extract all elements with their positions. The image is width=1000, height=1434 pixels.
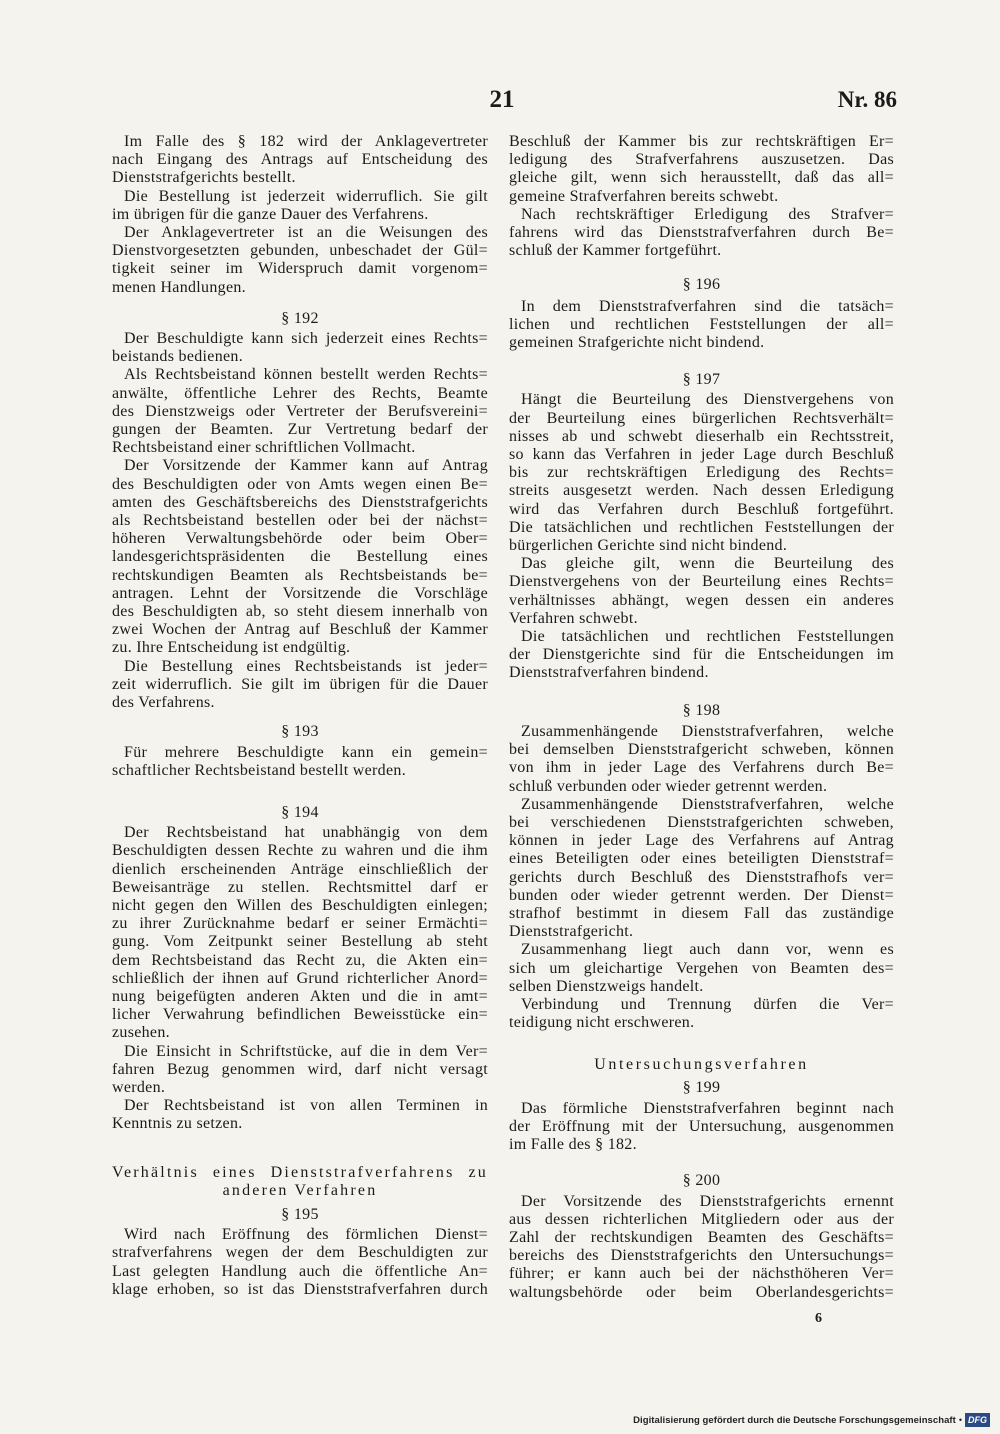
text-line: Die Bestellung ist jederzeit widerruflich. Sie gilt bbox=[124, 187, 488, 205]
footer-separator: • bbox=[958, 1415, 962, 1425]
text-line: bereichs des Dienststrafgerichts den Untersuchungs= bbox=[509, 1247, 894, 1265]
text-line: Als Rechtsbeistand können bestellt werden Rechts= bbox=[124, 366, 488, 384]
text-line: Beschluß der Kammer bis zur rechtskräftigen Er= bbox=[509, 133, 894, 150]
paragraph bbox=[509, 298, 894, 353]
text-line: ledigung des Strafverfahrens auszusetzen. Das bbox=[509, 151, 894, 169]
text-line: verhältnisses abhängt, wegen dessen ein anderes bbox=[509, 591, 894, 609]
paragraph bbox=[509, 555, 894, 628]
text-line: im übrigen für die ganze Dauer des Verfahrens. bbox=[112, 205, 429, 223]
text-line: von ihm in jeder Lage des Verfahrens durch Be= bbox=[509, 759, 894, 777]
section-title bbox=[509, 1056, 894, 1074]
paragraph bbox=[112, 330, 488, 366]
text-line: des Dienstzweigs oder Vertreter der Berufsvereini= bbox=[112, 402, 488, 420]
paragraph bbox=[509, 628, 894, 683]
section-heading: § 197 bbox=[682, 371, 721, 389]
paragraph bbox=[112, 224, 488, 297]
text-line: der Dienstgerichte sind für die Entscheidungen im bbox=[509, 646, 894, 664]
paragraph bbox=[509, 391, 894, 555]
paragraph bbox=[112, 457, 488, 657]
paragraph bbox=[509, 1193, 894, 1302]
text-line: schließlich der ihnen auf Grund richterlicher Anord= bbox=[112, 969, 488, 987]
dfg-logo: DFG bbox=[965, 1413, 990, 1427]
text-line: sich um gleichartige Vergehen von Beamten des= bbox=[509, 959, 894, 977]
text-line: gemeine Strafverfahren bereits schwebt. bbox=[509, 187, 779, 205]
text-line: werden. bbox=[112, 1078, 166, 1096]
footer-credit-text: Digitalisierung gefördert durch die Deutsche Forschungsgemeinschaft bbox=[633, 1414, 956, 1426]
text-line: In dem Dienststrafverfahren sind die tatsäch= bbox=[521, 297, 894, 315]
text-line: Wird nach Eröffnung des förmlichen Dienst= bbox=[124, 1226, 488, 1244]
text-line: Untersuchungsverfahren bbox=[594, 1056, 809, 1074]
text-line: strafverfahrens wegen der dem Beschuldigten zur bbox=[112, 1244, 488, 1262]
text-line: fahren Bezug genommen wird, darf nicht versagt bbox=[112, 1060, 488, 1078]
paragraph bbox=[112, 1043, 488, 1098]
paragraph bbox=[509, 206, 894, 261]
text-line: anwälte, öffentliche Lehrer des Rechts, Beamte bbox=[112, 384, 488, 402]
text-line: Nach rechtskräftiger Erledigung des Strafver= bbox=[521, 205, 894, 223]
text-line: bis zur rechtskräftigen Erledigung des Rechts= bbox=[509, 464, 894, 482]
text-line: Verhältnis eines Dienststrafverfahrens zu bbox=[112, 1163, 488, 1181]
text-line: tigkeit seiner im Widerspruch damit vorgenom= bbox=[112, 260, 488, 278]
text-line: Der Vorsitzende des Dienststrafgerichts ernennt bbox=[521, 1192, 894, 1210]
text-line: Die tatsächlichen und rechtlichen Feststellungen der bbox=[509, 518, 894, 536]
text-line: Dienststrafgerichts bestellt. bbox=[112, 169, 296, 187]
text-line: Der Rechtsbeistand ist von allen Terminen in bbox=[124, 1097, 488, 1115]
text-line: des Beschuldigten ab, so steht diesem innerhalb von bbox=[112, 603, 488, 621]
text-line: Die tatsächlichen und rechtlichen Feststellungen bbox=[521, 628, 894, 646]
text-line: Im Falle des § 182 wird der Anklagevertreter bbox=[124, 133, 488, 150]
left-column bbox=[112, 133, 488, 1299]
section-heading: § 193 bbox=[281, 723, 319, 741]
digitization-credit bbox=[633, 1413, 990, 1427]
text-line: Für mehrere Beschuldigte kann ein gemein= bbox=[124, 743, 488, 761]
text-line: der Beurteilung eines bürgerlichen Rechtsverhält= bbox=[509, 409, 894, 427]
text-line: Dienstvergehens von der Beurteilung eines Rechts= bbox=[509, 573, 894, 591]
text-line: Der Anklagevertreter ist an die Weisungen des bbox=[124, 224, 488, 242]
text-line: licher Verwahrung befindlichen Beweisstücke ein= bbox=[112, 1006, 488, 1024]
paragraph bbox=[509, 1100, 894, 1155]
text-line: Der Vorsitzende der Kammer kann auf Antrag bbox=[124, 457, 488, 475]
text-line: Das gleiche gilt, wenn die Beurteilung des bbox=[521, 555, 894, 573]
text-line: Die Einsicht in Schriftstücke, auf die in dem Ver= bbox=[124, 1042, 488, 1060]
text-line: des Verfahrens. bbox=[112, 694, 215, 712]
text-line: lichen und rechtlichen Feststellungen der all= bbox=[509, 315, 894, 333]
text-line: landesgerichtspräsidenten die Bestellung eines bbox=[112, 548, 488, 566]
section-title bbox=[112, 1164, 488, 1200]
text-line: dienlich erscheinenden Anträge einschließlich der bbox=[112, 860, 488, 878]
text-line: klage erhoben, so ist das Dienststrafverfahren durch bbox=[112, 1280, 488, 1298]
text-line: Zusammenhängende Dienststrafverfahren, welche bbox=[521, 722, 894, 740]
text-line: Kenntnis zu setzen. bbox=[112, 1115, 243, 1133]
text-line: der Eröffnung mit der Untersuchung, ausgenommen bbox=[509, 1117, 894, 1135]
text-line: waltungsbehörde oder beim Oberlandesgerichts= bbox=[509, 1283, 894, 1301]
text-line: rechtskundigen Beamten als Rechtsbeistands be= bbox=[112, 566, 488, 584]
section-heading: § 199 bbox=[682, 1078, 721, 1096]
text-line: zeit widerruflich. Sie gilt im übrigen für die Dauer bbox=[112, 675, 488, 693]
text-line: als Rechtsbeistand bestellen oder bei der nächst= bbox=[112, 512, 488, 530]
paragraph bbox=[112, 133, 488, 188]
text-line: Verfahren schwebt. bbox=[509, 609, 638, 627]
text-line: zwei Wochen der Antrag auf Beschluß der Kammer bbox=[112, 621, 488, 639]
paragraph bbox=[112, 824, 488, 1042]
text-line: wird das Verfahren durch Beschluß fortgeführt. bbox=[509, 500, 894, 518]
text-line: im Falle des § 182. bbox=[509, 1136, 637, 1154]
right-column bbox=[509, 133, 894, 1302]
text-line: nach Eingang des Antrags auf Entscheidung des bbox=[112, 151, 488, 169]
text-line: gungen der Beamten. Zur Vertretung bedarf der bbox=[112, 421, 488, 439]
text-line: Beschuldigten dessen Rechte zu wahren und die ihm bbox=[112, 842, 488, 860]
text-line: nung beigefügten anderen Akten und die in amt= bbox=[112, 987, 488, 1005]
text-line: Der Beschuldigte kann sich jederzeit eines Rechts= bbox=[124, 330, 488, 348]
text-line: schluß verbunden oder wieder getrennt werden. bbox=[509, 777, 828, 795]
paragraph bbox=[112, 1226, 488, 1299]
paragraph bbox=[509, 723, 894, 796]
text-line: teidigung nicht erschweren. bbox=[509, 1014, 695, 1032]
paragraph bbox=[509, 996, 894, 1032]
text-line: fahrens wird das Dienststrafverfahren durch Be= bbox=[509, 224, 894, 242]
text-line: dem Rechtsbeistand das Recht zu, die Akten ein= bbox=[112, 951, 488, 969]
text-line: bürgerlichen Gerichte sind nicht bindend. bbox=[509, 537, 788, 555]
section-heading: § 198 bbox=[682, 701, 721, 719]
section-heading: § 194 bbox=[281, 803, 319, 821]
text-line: anderen Verfahren bbox=[222, 1181, 378, 1199]
text-line: Verbindung und Trennung dürfen die Ver= bbox=[521, 995, 894, 1013]
sheet-signature: 6 bbox=[815, 1311, 822, 1326]
text-line: Beweisanträge zu stellen. Rechtsmittel darf er bbox=[112, 878, 488, 896]
text-line: nisses ab und schwebt dieserhalb ein Rechtsstreit, bbox=[509, 427, 894, 445]
text-line: gleiche gilt, wenn sich herausstellt, daß das all= bbox=[509, 169, 894, 187]
paragraph bbox=[112, 744, 488, 780]
issue-number: Nr. 86 bbox=[837, 87, 897, 112]
text-line: beistands bedienen. bbox=[112, 348, 243, 366]
text-line: eines Beteiligten oder eines beteiligten Dienststraf= bbox=[509, 850, 894, 868]
section-heading: § 200 bbox=[682, 1172, 721, 1190]
text-line: Last gelegten Handlung auch die öffentliche An= bbox=[112, 1262, 488, 1280]
page-number: 21 bbox=[489, 86, 515, 113]
text-line: strafhof bestimmt in diesem Fall das zuständige bbox=[509, 904, 894, 922]
section-heading: § 192 bbox=[281, 309, 319, 327]
text-line: selben Dienstzweigs handelt. bbox=[509, 977, 704, 995]
text-line: amten des Geschäftsbereichs des Dienststrafgerichts bbox=[112, 493, 488, 511]
text-line: können in jeder Lage des Verfahrens auf Antrag bbox=[509, 832, 894, 850]
text-line: zu ihrer Zurücknahme bedarf er seiner Ermächti= bbox=[112, 915, 488, 933]
text-line: Dienststrafgericht. bbox=[509, 923, 634, 941]
text-line: Das förmliche Dienststrafverfahren beginnt nach bbox=[521, 1099, 894, 1117]
text-line: so kann das Verfahren in jeder Lage durch Beschluß bbox=[509, 446, 894, 464]
text-line: Zusammenhang liegt auch dann vor, wenn es bbox=[521, 941, 894, 959]
text-line: des Beschuldigten oder von Amts wegen einen Be= bbox=[112, 475, 488, 493]
paragraph bbox=[509, 796, 894, 942]
text-line: schluß der Kammer fortgeführt. bbox=[509, 242, 722, 260]
text-line: bei verschiedenen Dienststrafgerichten schweben, bbox=[509, 813, 894, 831]
paragraph bbox=[112, 1097, 488, 1133]
text-line: gerichts durch Beschluß des Dienststrafhofs ver= bbox=[509, 868, 894, 886]
text-line: Zusammenhängende Dienststrafverfahren, welche bbox=[521, 795, 894, 813]
paragraph bbox=[112, 658, 488, 713]
text-line: zu. Ihre Entscheidung ist endgültig. bbox=[112, 639, 351, 657]
text-line: bunden oder wieder getrennt werden. Der Dienst= bbox=[509, 886, 894, 904]
text-line: schaftlicher Rechtsbeistand bestellt werden. bbox=[112, 761, 406, 779]
text-line: Dienstvorgesetzten gebunden, unbeschadet der Gül= bbox=[112, 242, 488, 260]
paragraph bbox=[509, 941, 894, 996]
text-line: Der Rechtsbeistand hat unabhängig von dem bbox=[124, 824, 488, 842]
text-line: menen Handlungen. bbox=[112, 278, 246, 296]
text-line: zusehen. bbox=[112, 1024, 170, 1042]
text-line: Hängt die Beurteilung des Dienstvergehens von bbox=[521, 391, 894, 409]
text-line: antragen. Lehnt der Vorsitzende die Vorschläge bbox=[112, 584, 488, 602]
text-line: höheren Verwaltungsbehörde oder beim Ober= bbox=[112, 530, 488, 548]
section-heading: § 196 bbox=[682, 276, 721, 294]
text-line: führer; er kann auch bei der nächsthöheren Ver= bbox=[509, 1265, 894, 1283]
text-line: Rechtsbeistand einer schriftlichen Vollmacht. bbox=[112, 439, 416, 457]
text-line: streits ausgesetzt werden. Nach dessen Erledigung bbox=[509, 482, 894, 500]
text-line: gung. Vom Zeitpunkt seiner Bestellung ab steht bbox=[112, 933, 488, 951]
text-line: aus dessen richterlichen Mitgliedern oder aus der bbox=[509, 1210, 894, 1228]
text-line: Die Bestellung eines Rechtsbeistands ist jeder= bbox=[124, 657, 488, 675]
text-line: gemeinen Strafgerichte nicht bindend. bbox=[509, 334, 765, 352]
paragraph bbox=[112, 366, 488, 457]
text-line: bei demselben Dienststrafgericht schweben, können bbox=[509, 741, 894, 759]
text-line: Dienststrafverfahren bindend. bbox=[509, 664, 709, 682]
paragraph bbox=[112, 188, 488, 224]
paragraph bbox=[509, 133, 894, 206]
section-heading: § 195 bbox=[281, 1205, 319, 1223]
text-line: Zahl der rechtskundigen Beamten des Geschäfts= bbox=[509, 1228, 894, 1246]
text-line: nicht gegen den Willen des Beschuldigten einlegen; bbox=[112, 896, 488, 914]
